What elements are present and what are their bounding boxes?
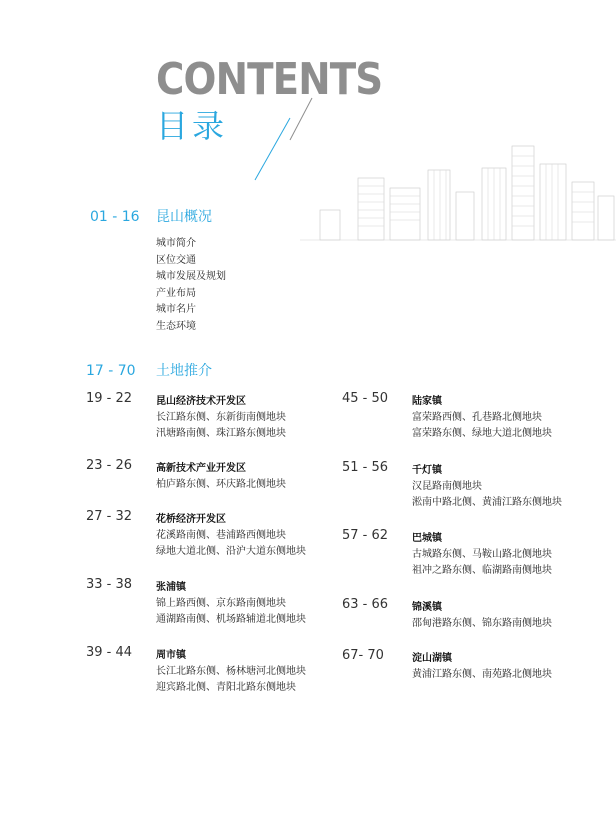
city-skyline-illustration (300, 130, 616, 250)
entry-line: 富荣路东侧、绿地大道北侧地块 (412, 428, 552, 439)
entry-line: 富荣路西侧、孔巷路北侧地块 (412, 412, 542, 423)
toc-entry[interactable] (342, 648, 592, 682)
section-2-title: 土地推介 (156, 363, 212, 379)
entry-name: 千灯镇 (412, 465, 442, 476)
entry-line: 汉昆路南侧地块 (412, 481, 482, 492)
entry-name: 淀山湖镇 (412, 653, 452, 664)
list-item[interactable]: 生态环境 (156, 320, 196, 332)
entry-name: 花桥经济开发区 (156, 514, 226, 525)
toc-entry[interactable] (86, 645, 336, 695)
entry-line: 淞南中路北侧、黄浦江路东侧地块 (412, 497, 562, 508)
page-title-english: CONTENTS (156, 54, 383, 105)
accent-diagonal-line (255, 118, 290, 180)
entry-line: 花溪路南侧、巷浦路西侧地块 (156, 530, 286, 541)
list-item[interactable]: 城市简介 (156, 238, 196, 249)
entry-name: 锦溪镇 (412, 602, 442, 613)
entry-page-range: 27 - 32 (86, 509, 133, 524)
entry-line: 祖冲之路东侧、临湖路南侧地块 (412, 565, 552, 576)
toc-entry[interactable] (342, 460, 592, 510)
toc-entry[interactable] (86, 577, 336, 627)
entry-page-range: 63 - 66 (342, 597, 389, 612)
entry-page-range: 33 - 38 (86, 577, 133, 592)
entry-name: 陆家镇 (412, 396, 442, 407)
entry-name: 巴城镇 (412, 533, 442, 544)
entry-name: 昆山经济技术开发区 (156, 396, 246, 407)
entry-page-range: 57 - 62 (342, 528, 389, 543)
entry-page-range: 23 - 26 (86, 458, 133, 473)
section-1-title: 昆山概况 (156, 209, 212, 225)
entry-line: 锦上路西侧、京东路南侧地块 (156, 598, 286, 609)
section-1-header (90, 210, 290, 226)
entry-line: 汛塘路南侧、珠江路东侧地块 (156, 428, 286, 439)
toc-entry[interactable] (342, 597, 592, 631)
entry-page-range: 51 - 56 (342, 460, 389, 475)
entry-page-range: 39 - 44 (86, 645, 133, 660)
entry-line: 柏庐路东侧、环庆路北侧地块 (156, 479, 286, 490)
list-item[interactable]: 城市发展及规划 (156, 271, 226, 283)
entry-line: 迎宾路北侧、青阳北路东侧地块 (156, 682, 296, 693)
entry-line: 黄浦江路东侧、南苑路北侧地块 (412, 669, 552, 680)
list-item[interactable]: 区位交通 (156, 254, 196, 266)
page-title-chinese: 目录 (156, 107, 229, 145)
list-item[interactable]: 城市名片 (156, 304, 196, 316)
entry-line: 长江北路东侧、杨林塘河北侧地块 (156, 666, 306, 677)
entry-name: 周市镇 (156, 650, 186, 661)
entry-line: 通湖路南侧、机场路辅道北侧地块 (156, 614, 306, 625)
toc-entry[interactable] (342, 528, 592, 578)
toc-entry[interactable] (342, 391, 592, 441)
list-item[interactable]: 产业布局 (156, 287, 196, 299)
section-2-page-range: 17 - 70 (86, 363, 136, 379)
entry-line: 绿地大道北侧、沿沪大道东侧地块 (156, 546, 306, 557)
entry-page-range: 45 - 50 (342, 391, 389, 406)
entry-line: 古城路东侧、马鞍山路北侧地块 (412, 549, 552, 560)
entry-line: 长江路东侧、东新街南侧地块 (156, 412, 286, 423)
entry-name: 张浦镇 (156, 582, 186, 593)
section-1-page-range: 01 - 16 (90, 209, 140, 225)
entry-name: 高新技术产业开发区 (156, 463, 246, 474)
section-1-list (156, 236, 226, 336)
toc-entry[interactable] (86, 509, 336, 559)
entry-page-range: 19 - 22 (86, 391, 133, 406)
section-2-header (86, 364, 286, 380)
entry-line: 邵甸港路东侧、锦东路南侧地块 (412, 618, 552, 629)
toc-entry[interactable] (86, 391, 336, 441)
entry-page-range: 67- 70 (342, 648, 384, 663)
toc-entry[interactable] (86, 458, 336, 492)
